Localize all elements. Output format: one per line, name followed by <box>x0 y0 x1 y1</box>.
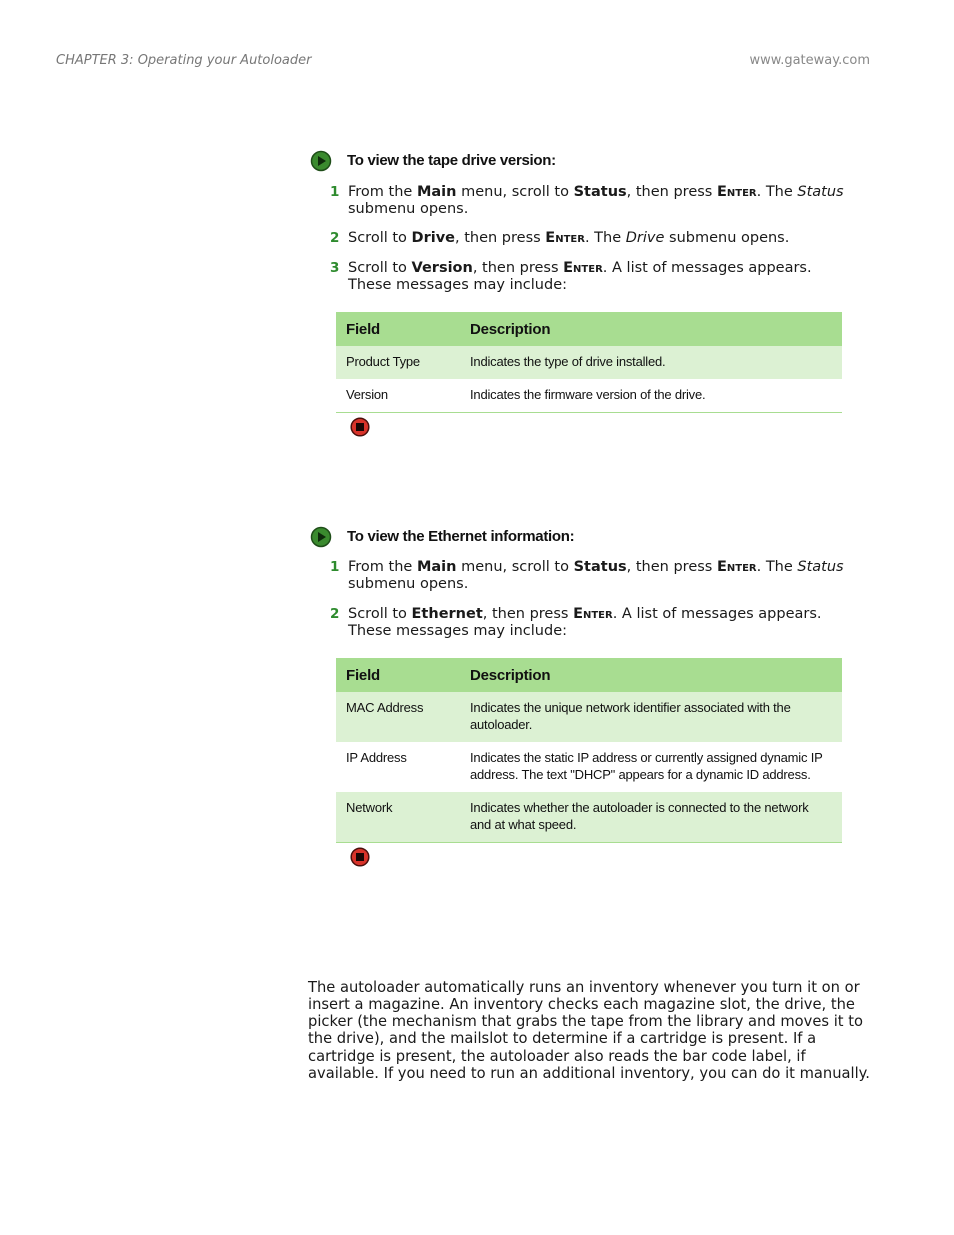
field-name: Network <box>336 792 460 842</box>
field-description: Indicates the type of drive installed. <box>460 346 842 379</box>
step-text-run: . A list of messages appears. These messages may include: <box>348 260 812 293</box>
field-table-drive <box>336 312 842 413</box>
field-name: Version <box>336 379 460 412</box>
table-row <box>336 792 842 842</box>
stop-icon <box>350 417 370 437</box>
step-text-run: , then press <box>472 260 564 276</box>
field-description: Indicates the unique network identifier associated with the autoloader. <box>460 692 842 742</box>
column-header-description: Description <box>460 312 842 346</box>
submenu-name: Drive <box>625 230 665 246</box>
column-header-field: Field <box>336 658 460 692</box>
menu-term: Status <box>573 559 627 575</box>
table-row <box>336 742 842 792</box>
table-row <box>336 346 842 379</box>
key-name: Enter <box>563 260 603 276</box>
procedure-title: To view the Ethernet information: <box>347 528 575 545</box>
field-name: Product Type <box>336 346 460 379</box>
step-number: 2 <box>330 606 340 622</box>
step-text-run: Scroll to <box>348 230 412 246</box>
step-text-run: submenu opens. <box>348 576 469 592</box>
field-description: Indicates the static IP address or currently assigned dynamic IP address. The text "DHCP" appears for a dynamic ID address. <box>470 750 823 782</box>
menu-term: Main <box>416 559 457 575</box>
procedure-heading <box>310 152 855 174</box>
step-number: 3 <box>330 260 340 276</box>
step-number: 1 <box>330 559 340 575</box>
step-item <box>310 606 855 640</box>
stop-icon <box>350 847 370 867</box>
step-text-run: Scroll to <box>348 260 412 276</box>
field-description: Indicates whether the autoloader is connected to the network and at what speed. <box>460 792 842 842</box>
menu-term: Main <box>416 184 457 200</box>
step-item <box>310 184 855 218</box>
procedure-title: To view the tape drive version: <box>347 152 556 169</box>
step-item <box>310 559 855 593</box>
step-text <box>348 260 812 293</box>
step-text-run: . A list of messages appears. These messages may include: <box>348 606 822 639</box>
key-name: Enter <box>573 606 613 622</box>
play-icon <box>310 526 332 548</box>
submenu-name: Status <box>797 559 844 575</box>
step-text-run: , then press <box>626 184 717 200</box>
column-header-description: Description <box>460 658 842 692</box>
step-text-run: , then press <box>454 230 546 246</box>
step-text <box>348 559 844 592</box>
menu-term: Ethernet <box>411 606 483 622</box>
step-item <box>310 230 855 247</box>
step-text <box>348 230 789 246</box>
step-text-run: From the <box>348 559 417 575</box>
step-text-run: , then press <box>626 559 717 575</box>
table-row <box>336 692 842 742</box>
step-text-run: . The <box>756 559 798 575</box>
key-name: Enter <box>716 184 757 200</box>
step-item <box>310 260 855 294</box>
step-text-run: submenu opens. <box>664 230 790 246</box>
page-header-site: www.gateway.com <box>749 53 870 68</box>
play-icon <box>310 150 332 172</box>
menu-term: Status <box>573 184 627 200</box>
step-text-run: From the <box>348 184 417 200</box>
page-header-chapter: CHAPTER 3: Operating your Autoloader <box>56 53 312 68</box>
menu-term: Version <box>411 260 473 276</box>
field-description: Indicates the firmware version of the drive. <box>460 379 842 412</box>
column-header-field: Field <box>336 312 460 346</box>
menu-term: Drive <box>411 230 455 246</box>
field-table-ethernet <box>336 658 842 843</box>
procedure-tape-drive-version <box>310 152 855 294</box>
key-name: Enter <box>545 230 585 246</box>
step-text-run: submenu opens. <box>348 201 469 217</box>
step-text-run: Scroll to <box>348 606 412 622</box>
key-name: Enter <box>716 559 757 575</box>
submenu-name: Status <box>797 184 844 200</box>
field-name: MAC Address <box>336 692 460 742</box>
step-text-run: menu, scroll to <box>456 184 574 200</box>
step-text <box>348 184 844 217</box>
step-text-run: . The <box>584 230 626 246</box>
procedure-heading <box>310 528 855 550</box>
inventory-paragraph: The autoloader automatically runs an inventory whenever you turn it on or insert a magazine. An inventory checks each magazine slot, the drive, the picker (the mechanism that grabs the tape from the library and moves it to the drive), and the mailslot to determine if a cartridge is present. If a cartridge is present, the autoloader also reads the bar code label, if available. If you need to run an additional inventory, you can do it manually. <box>308 978 870 1082</box>
step-text-run: . The <box>756 184 798 200</box>
step-list <box>310 559 855 640</box>
table-header-row <box>336 312 842 346</box>
step-number: 1 <box>330 184 340 200</box>
step-text <box>348 606 822 639</box>
step-text-run: menu, scroll to <box>456 559 574 575</box>
table-header-row <box>336 658 842 692</box>
procedure-ethernet-information <box>310 528 855 640</box>
table-row <box>336 379 842 412</box>
step-number: 2 <box>330 230 340 246</box>
step-text-run: , then press <box>482 606 574 622</box>
step-list <box>310 184 855 294</box>
field-name: IP Address <box>346 750 407 765</box>
